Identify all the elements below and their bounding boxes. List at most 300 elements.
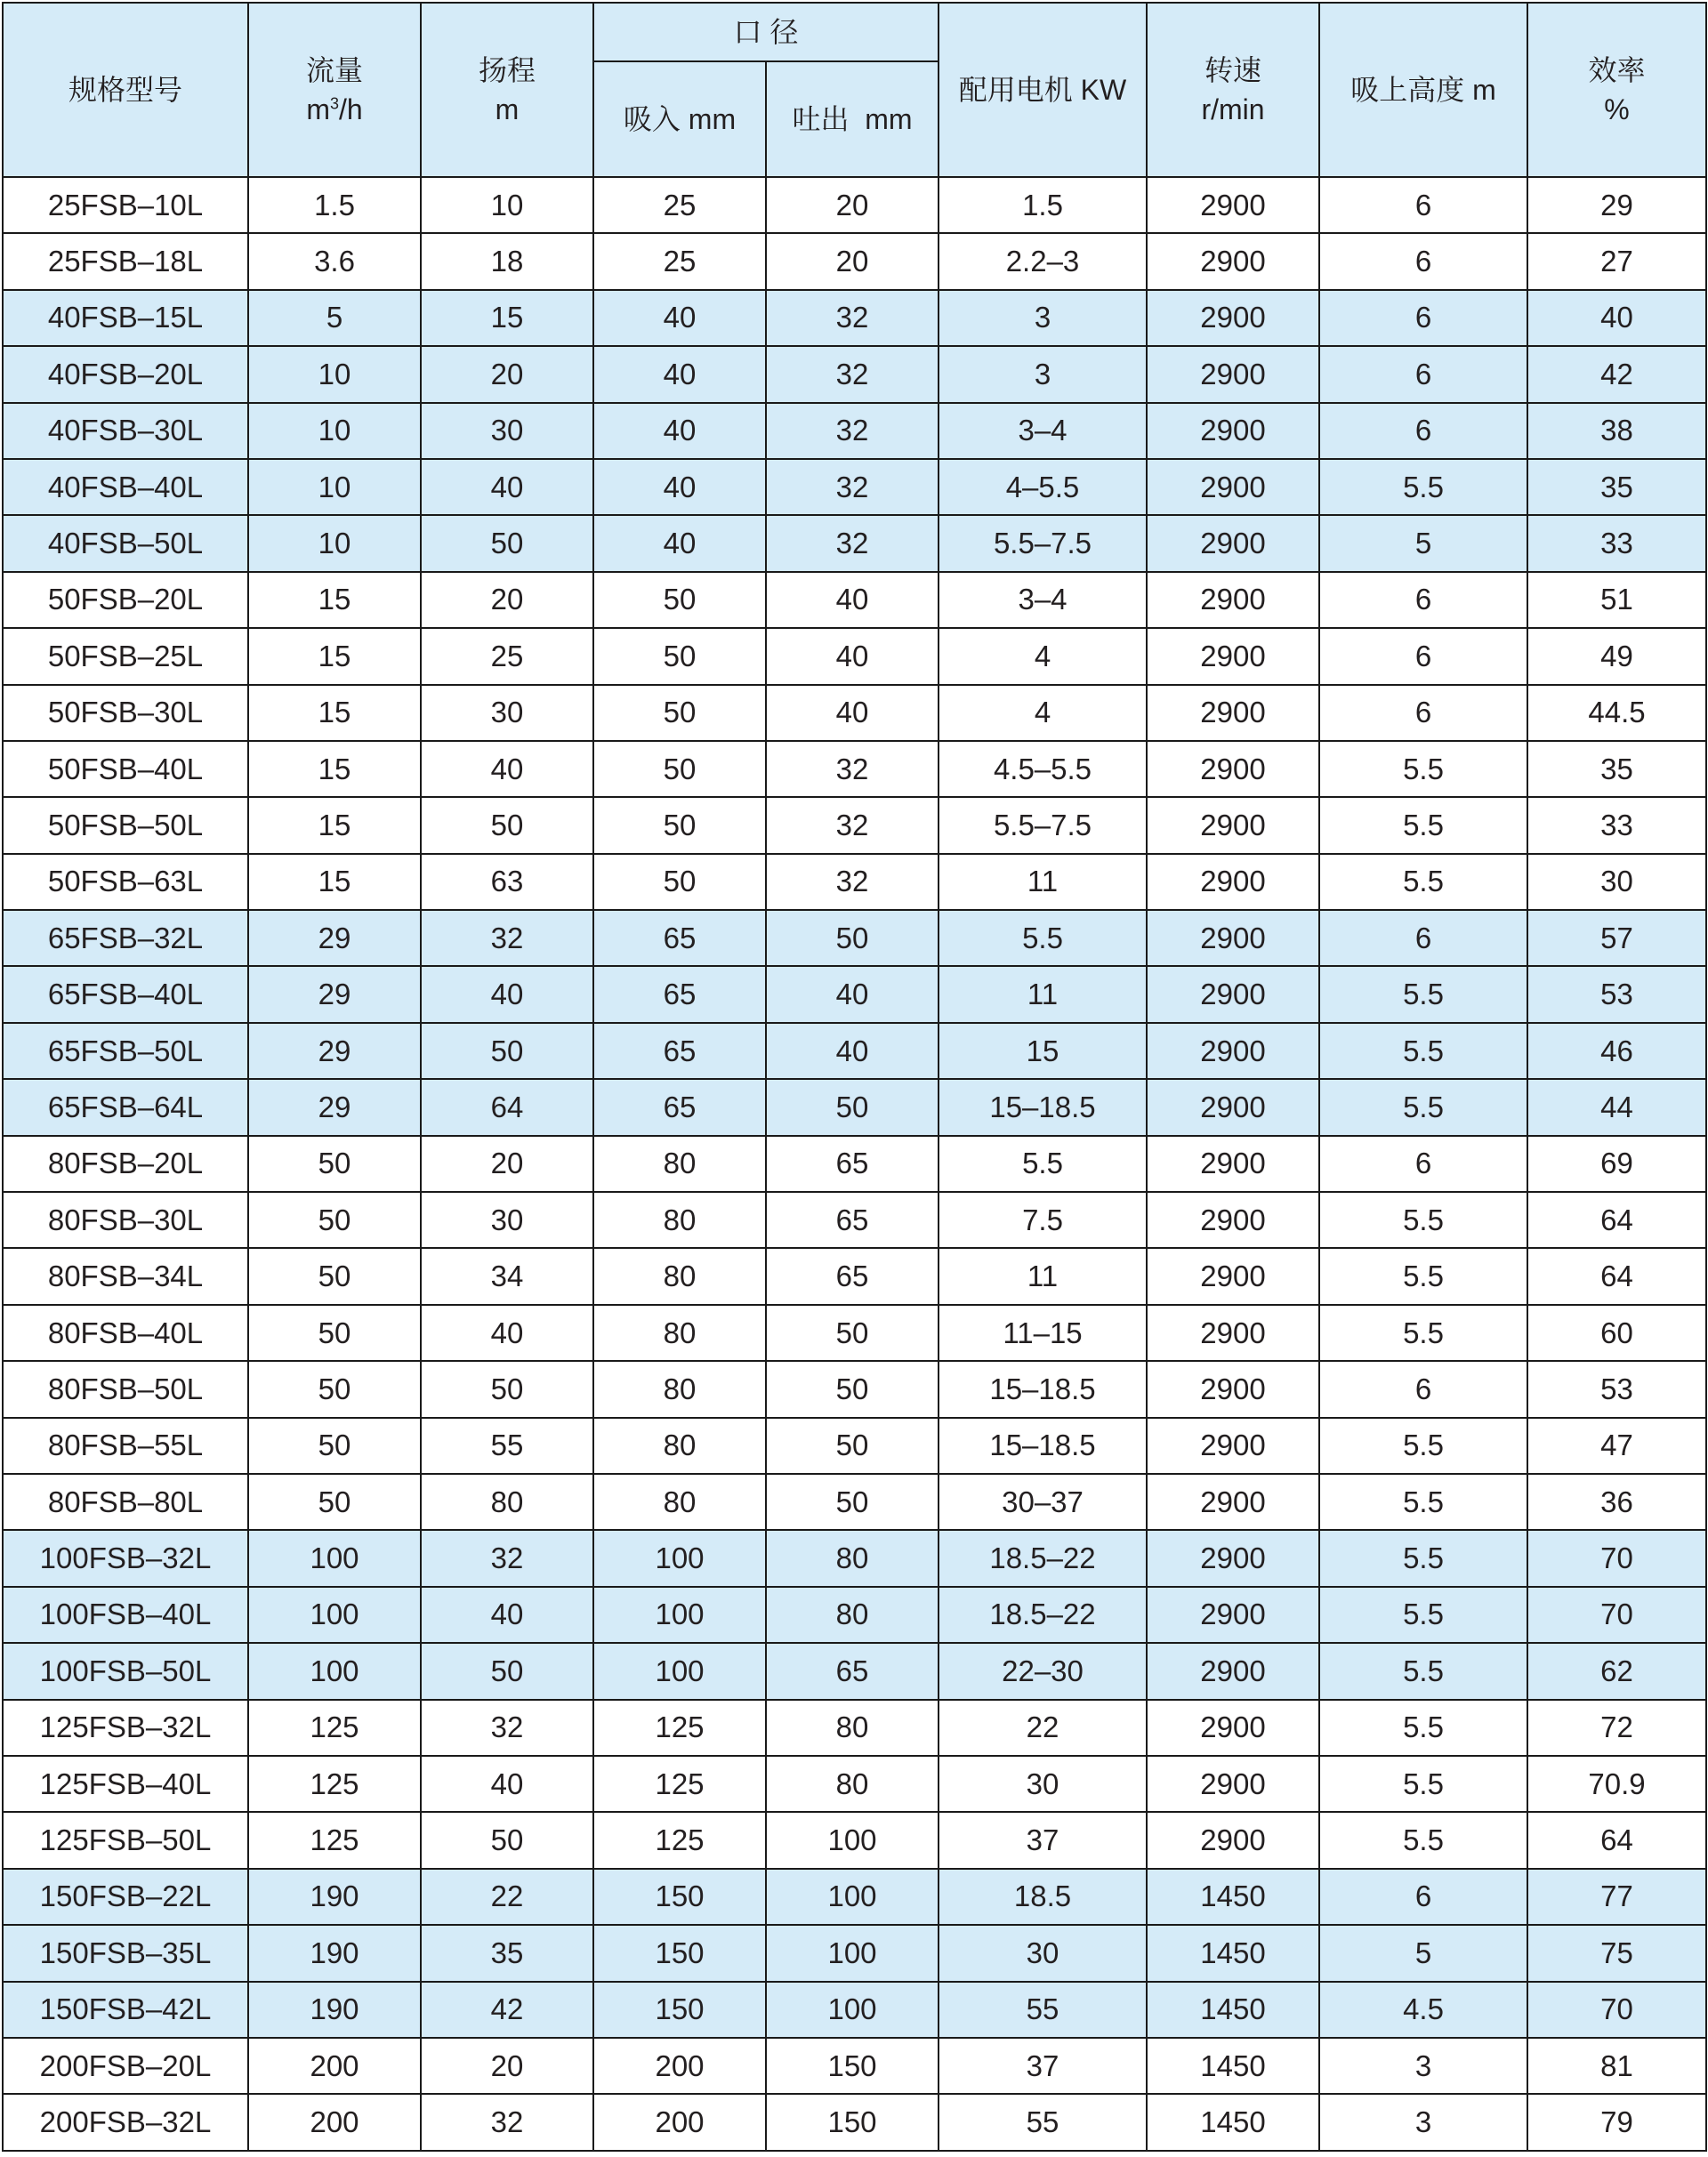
- cell-efficiency: 33: [1527, 797, 1706, 853]
- cell-model: 150FSB–42L: [3, 1982, 248, 2038]
- cell-speed: 2900: [1147, 1361, 1319, 1417]
- cell-flow: 29: [248, 1079, 421, 1135]
- cell-suction: 5.5: [1319, 1700, 1527, 1756]
- cell-outlet: 32: [766, 459, 939, 515]
- cell-head: 15: [421, 290, 593, 346]
- cell-speed: 2900: [1147, 572, 1319, 628]
- cell-inlet: 65: [593, 966, 766, 1022]
- table-row: [3, 1812, 1706, 1868]
- cell-flow: 15: [248, 572, 421, 628]
- cell-model: 150FSB–35L: [3, 1925, 248, 1981]
- cell-outlet: 65: [766, 1643, 939, 1699]
- cell-efficiency: 60: [1527, 1305, 1706, 1361]
- header-head: 扬程 m: [421, 3, 593, 177]
- cell-outlet: 65: [766, 1192, 939, 1248]
- cell-motor: 3: [939, 346, 1147, 402]
- cell-speed: 2900: [1147, 741, 1319, 797]
- cell-efficiency: 53: [1527, 966, 1706, 1022]
- cell-efficiency: 42: [1527, 346, 1706, 402]
- cell-model: 40FSB–40L: [3, 459, 248, 515]
- cell-flow: 50: [248, 1418, 421, 1474]
- cell-flow: 15: [248, 854, 421, 910]
- cell-motor: 22: [939, 1700, 1147, 1756]
- cell-efficiency: 81: [1527, 2038, 1706, 2094]
- cell-model: 80FSB–30L: [3, 1192, 248, 1248]
- cell-motor: 11–15: [939, 1305, 1147, 1361]
- cell-inlet: 200: [593, 2038, 766, 2094]
- cell-model: 125FSB–50L: [3, 1812, 248, 1868]
- cell-model: 50FSB–40L: [3, 741, 248, 797]
- cell-model: 40FSB–20L: [3, 346, 248, 402]
- cell-flow: 200: [248, 2094, 421, 2150]
- cell-suction: 6: [1319, 233, 1527, 289]
- cell-motor: 11: [939, 1248, 1147, 1304]
- cell-model: 65FSB–50L: [3, 1023, 248, 1079]
- table-row: [3, 685, 1706, 741]
- cell-head: 18: [421, 233, 593, 289]
- cell-inlet: 40: [593, 515, 766, 571]
- cell-head: 10: [421, 177, 593, 233]
- cell-outlet: 50: [766, 1079, 939, 1135]
- cell-flow: 100: [248, 1587, 421, 1643]
- cell-flow: 15: [248, 685, 421, 741]
- cell-inlet: 50: [593, 628, 766, 684]
- cell-speed: 2900: [1147, 1079, 1319, 1135]
- cell-head: 50: [421, 1812, 593, 1868]
- cell-head: 30: [421, 685, 593, 741]
- cell-inlet: 50: [593, 854, 766, 910]
- cell-outlet: 32: [766, 346, 939, 402]
- cell-suction: 5.5: [1319, 1812, 1527, 1868]
- cell-motor: 3–4: [939, 572, 1147, 628]
- cell-head: 80: [421, 1474, 593, 1530]
- cell-flow: 50: [248, 1305, 421, 1361]
- cell-head: 32: [421, 1700, 593, 1756]
- cell-speed: 2900: [1147, 1305, 1319, 1361]
- table-row: [3, 1756, 1706, 1812]
- cell-motor: 7.5: [939, 1192, 1147, 1248]
- cell-model: 80FSB–55L: [3, 1418, 248, 1474]
- cell-outlet: 50: [766, 1361, 939, 1417]
- cell-model: 100FSB–40L: [3, 1587, 248, 1643]
- cell-suction: 3: [1319, 2094, 1527, 2150]
- cell-outlet: 100: [766, 1812, 939, 1868]
- table-row: [3, 346, 1706, 402]
- cell-efficiency: 38: [1527, 403, 1706, 459]
- cell-flow: 100: [248, 1643, 421, 1699]
- cell-efficiency: 51: [1527, 572, 1706, 628]
- cell-motor: 11: [939, 966, 1147, 1022]
- cell-outlet: 80: [766, 1700, 939, 1756]
- cell-outlet: 20: [766, 233, 939, 289]
- cell-efficiency: 46: [1527, 1023, 1706, 1079]
- cell-suction: 5.5: [1319, 1756, 1527, 1812]
- cell-suction: 6: [1319, 910, 1527, 966]
- cell-model: 25FSB–10L: [3, 177, 248, 233]
- cell-head: 64: [421, 1079, 593, 1135]
- cell-model: 125FSB–40L: [3, 1756, 248, 1812]
- table-header: [3, 3, 1706, 177]
- cell-model: 50FSB–30L: [3, 685, 248, 741]
- cell-inlet: 80: [593, 1192, 766, 1248]
- cell-model: 150FSB–22L: [3, 1869, 248, 1925]
- cell-motor: 11: [939, 854, 1147, 910]
- cell-inlet: 65: [593, 1079, 766, 1135]
- cell-inlet: 150: [593, 1869, 766, 1925]
- cell-outlet: 32: [766, 403, 939, 459]
- cell-suction: 3: [1319, 2038, 1527, 2094]
- cell-model: 65FSB–32L: [3, 910, 248, 966]
- cell-head: 50: [421, 797, 593, 853]
- cell-inlet: 100: [593, 1643, 766, 1699]
- cell-suction: 5.5: [1319, 1474, 1527, 1530]
- cell-efficiency: 64: [1527, 1248, 1706, 1304]
- cell-efficiency: 35: [1527, 459, 1706, 515]
- cell-efficiency: 77: [1527, 1869, 1706, 1925]
- table-row: [3, 233, 1706, 289]
- cell-suction: 5.5: [1319, 1248, 1527, 1304]
- cell-flow: 5: [248, 290, 421, 346]
- cell-efficiency: 35: [1527, 741, 1706, 797]
- table-row: [3, 1925, 1706, 1981]
- table-row: [3, 515, 1706, 571]
- cell-speed: 2900: [1147, 910, 1319, 966]
- cell-head: 40: [421, 966, 593, 1022]
- cell-model: 40FSB–30L: [3, 403, 248, 459]
- table-row: [3, 572, 1706, 628]
- cell-efficiency: 64: [1527, 1812, 1706, 1868]
- cell-efficiency: 53: [1527, 1361, 1706, 1417]
- cell-motor: 5.5–7.5: [939, 515, 1147, 571]
- cell-efficiency: 75: [1527, 1925, 1706, 1981]
- cell-outlet: 32: [766, 290, 939, 346]
- cell-speed: 2900: [1147, 1587, 1319, 1643]
- cell-speed: 2900: [1147, 1700, 1319, 1756]
- cell-speed: 2900: [1147, 346, 1319, 402]
- cell-suction: 5.5: [1319, 1643, 1527, 1699]
- cell-motor: 55: [939, 2094, 1147, 2150]
- cell-flow: 100: [248, 1530, 421, 1586]
- cell-efficiency: 57: [1527, 910, 1706, 966]
- cell-efficiency: 44.5: [1527, 685, 1706, 741]
- cell-efficiency: 69: [1527, 1136, 1706, 1192]
- cell-suction: 5.5: [1319, 1023, 1527, 1079]
- cell-efficiency: 27: [1527, 233, 1706, 289]
- cell-suction: 6: [1319, 1869, 1527, 1925]
- cell-speed: 2900: [1147, 1136, 1319, 1192]
- cell-efficiency: 44: [1527, 1079, 1706, 1135]
- table-row: [3, 797, 1706, 853]
- cell-suction: 5: [1319, 515, 1527, 571]
- table-row: [3, 1643, 1706, 1699]
- cell-model: 80FSB–34L: [3, 1248, 248, 1304]
- cell-speed: 2900: [1147, 854, 1319, 910]
- cell-motor: 15–18.5: [939, 1361, 1147, 1417]
- pump-spec-table: [2, 2, 1707, 2152]
- cell-efficiency: 70: [1527, 1587, 1706, 1643]
- cell-motor: 18.5: [939, 1869, 1147, 1925]
- cell-speed: 2900: [1147, 1812, 1319, 1868]
- cell-flow: 50: [248, 1361, 421, 1417]
- cell-suction: 4.5: [1319, 1982, 1527, 2038]
- cell-speed: 2900: [1147, 177, 1319, 233]
- cell-suction: 6: [1319, 1361, 1527, 1417]
- cell-model: 200FSB–20L: [3, 2038, 248, 2094]
- cell-suction: 5.5: [1319, 797, 1527, 853]
- table-row: [3, 290, 1706, 346]
- cell-speed: 2900: [1147, 797, 1319, 853]
- cell-speed: 2900: [1147, 628, 1319, 684]
- cell-flow: 3.6: [248, 233, 421, 289]
- cell-motor: 22–30: [939, 1643, 1147, 1699]
- cell-efficiency: 36: [1527, 1474, 1706, 1530]
- cell-model: 80FSB–40L: [3, 1305, 248, 1361]
- cell-flow: 50: [248, 1248, 421, 1304]
- cell-model: 80FSB–20L: [3, 1136, 248, 1192]
- cell-suction: 5.5: [1319, 966, 1527, 1022]
- cell-model: 50FSB–25L: [3, 628, 248, 684]
- cell-inlet: 125: [593, 1700, 766, 1756]
- cell-flow: 125: [248, 1756, 421, 1812]
- cell-inlet: 40: [593, 346, 766, 402]
- cell-inlet: 125: [593, 1756, 766, 1812]
- table-row: [3, 1474, 1706, 1530]
- table-row: [3, 628, 1706, 684]
- cell-outlet: 40: [766, 628, 939, 684]
- cell-flow: 15: [248, 741, 421, 797]
- cell-efficiency: 49: [1527, 628, 1706, 684]
- cell-flow: 29: [248, 1023, 421, 1079]
- cell-head: 34: [421, 1248, 593, 1304]
- cell-motor: 30: [939, 1925, 1147, 1981]
- cell-outlet: 80: [766, 1530, 939, 1586]
- cell-head: 20: [421, 1136, 593, 1192]
- cell-speed: 2900: [1147, 685, 1319, 741]
- cell-inlet: 25: [593, 233, 766, 289]
- cell-flow: 15: [248, 797, 421, 853]
- cell-model: 50FSB–20L: [3, 572, 248, 628]
- cell-inlet: 40: [593, 459, 766, 515]
- cell-flow: 125: [248, 1700, 421, 1756]
- cell-flow: 190: [248, 1982, 421, 2038]
- cell-suction: 5: [1319, 1925, 1527, 1981]
- cell-speed: 1450: [1147, 1925, 1319, 1981]
- cell-efficiency: 70: [1527, 1530, 1706, 1586]
- cell-flow: 10: [248, 346, 421, 402]
- cell-outlet: 100: [766, 1982, 939, 2038]
- cell-speed: 2900: [1147, 459, 1319, 515]
- cell-head: 30: [421, 1192, 593, 1248]
- cell-model: 80FSB–80L: [3, 1474, 248, 1530]
- cell-head: 20: [421, 2038, 593, 2094]
- cell-flow: 10: [248, 459, 421, 515]
- cell-speed: 2900: [1147, 966, 1319, 1022]
- cell-head: 40: [421, 1587, 593, 1643]
- cell-speed: 1450: [1147, 1869, 1319, 1925]
- cell-inlet: 200: [593, 2094, 766, 2150]
- cell-inlet: 150: [593, 1982, 766, 2038]
- cell-outlet: 50: [766, 1474, 939, 1530]
- cell-flow: 190: [248, 1925, 421, 1981]
- cell-inlet: 65: [593, 1023, 766, 1079]
- header-efficiency: 效率 %: [1527, 3, 1706, 177]
- cell-motor: 5.5–7.5: [939, 797, 1147, 853]
- cell-outlet: 32: [766, 797, 939, 853]
- cell-outlet: 40: [766, 572, 939, 628]
- cell-model: 80FSB–50L: [3, 1361, 248, 1417]
- cell-speed: 2900: [1147, 1023, 1319, 1079]
- cell-model: 65FSB–64L: [3, 1079, 248, 1135]
- cell-motor: 18.5–22: [939, 1587, 1147, 1643]
- cell-head: 32: [421, 2094, 593, 2150]
- table-row: [3, 1869, 1706, 1925]
- cell-inlet: 50: [593, 797, 766, 853]
- cell-speed: 2900: [1147, 1530, 1319, 1586]
- cell-head: 25: [421, 628, 593, 684]
- cell-suction: 6: [1319, 572, 1527, 628]
- cell-efficiency: 30: [1527, 854, 1706, 910]
- cell-motor: 4.5–5.5: [939, 741, 1147, 797]
- cell-outlet: 50: [766, 910, 939, 966]
- cell-motor: 30–37: [939, 1474, 1147, 1530]
- cell-head: 50: [421, 1361, 593, 1417]
- cell-head: 32: [421, 1530, 593, 1586]
- cell-outlet: 32: [766, 854, 939, 910]
- cell-head: 40: [421, 1305, 593, 1361]
- cell-head: 50: [421, 1643, 593, 1699]
- table-row: [3, 177, 1706, 233]
- cell-speed: 2900: [1147, 1756, 1319, 1812]
- cell-suction: 6: [1319, 685, 1527, 741]
- cell-flow: 50: [248, 1474, 421, 1530]
- cell-flow: 190: [248, 1869, 421, 1925]
- cell-efficiency: 33: [1527, 515, 1706, 571]
- cell-head: 35: [421, 1925, 593, 1981]
- cell-efficiency: 64: [1527, 1192, 1706, 1248]
- cell-flow: 10: [248, 403, 421, 459]
- cell-outlet: 32: [766, 515, 939, 571]
- cell-inlet: 80: [593, 1305, 766, 1361]
- cell-model: 125FSB–32L: [3, 1700, 248, 1756]
- cell-speed: 1450: [1147, 2094, 1319, 2150]
- cell-efficiency: 29: [1527, 177, 1706, 233]
- cell-head: 55: [421, 1418, 593, 1474]
- cell-inlet: 100: [593, 1587, 766, 1643]
- cell-suction: 5.5: [1319, 1530, 1527, 1586]
- header-suction: 吸上高度 m: [1319, 3, 1527, 177]
- cell-model: 100FSB–32L: [3, 1530, 248, 1586]
- cell-inlet: 80: [593, 1361, 766, 1417]
- cell-suction: 5.5: [1319, 854, 1527, 910]
- cell-motor: 15–18.5: [939, 1079, 1147, 1135]
- table-row: [3, 1136, 1706, 1192]
- cell-outlet: 50: [766, 1418, 939, 1474]
- cell-suction: 5.5: [1319, 1192, 1527, 1248]
- cell-inlet: 80: [593, 1474, 766, 1530]
- cell-efficiency: 40: [1527, 290, 1706, 346]
- table-row: [3, 1079, 1706, 1135]
- table-row: [3, 1305, 1706, 1361]
- table-row: [3, 1530, 1706, 1586]
- cell-head: 42: [421, 1982, 593, 2038]
- cell-outlet: 80: [766, 1756, 939, 1812]
- cell-head: 40: [421, 741, 593, 797]
- cell-flow: 29: [248, 910, 421, 966]
- cell-inlet: 50: [593, 741, 766, 797]
- cell-motor: 15–18.5: [939, 1418, 1147, 1474]
- cell-outlet: 40: [766, 1023, 939, 1079]
- header-model: 规格型号: [3, 3, 248, 177]
- cell-outlet: 100: [766, 1925, 939, 1981]
- table-row: [3, 854, 1706, 910]
- cell-suction: 5.5: [1319, 1587, 1527, 1643]
- cell-flow: 10: [248, 515, 421, 571]
- cell-efficiency: 47: [1527, 1418, 1706, 1474]
- table-row: [3, 1587, 1706, 1643]
- cell-motor: 37: [939, 2038, 1147, 2094]
- table-body: [3, 177, 1706, 2151]
- cell-head: 32: [421, 910, 593, 966]
- cell-model: 25FSB–18L: [3, 233, 248, 289]
- table-row: [3, 1248, 1706, 1304]
- cell-motor: 55: [939, 1982, 1147, 2038]
- cell-head: 40: [421, 1756, 593, 1812]
- table-row: [3, 741, 1706, 797]
- cell-inlet: 50: [593, 685, 766, 741]
- cell-outlet: 150: [766, 2038, 939, 2094]
- cell-outlet: 32: [766, 741, 939, 797]
- cell-motor: 30: [939, 1756, 1147, 1812]
- cell-model: 200FSB–32L: [3, 2094, 248, 2150]
- table-row: [3, 966, 1706, 1022]
- cell-flow: 200: [248, 2038, 421, 2094]
- header-outlet: 吐出 mm: [766, 61, 939, 177]
- cell-outlet: 65: [766, 1136, 939, 1192]
- header-speed: 转速 r/min: [1147, 3, 1319, 177]
- cell-outlet: 40: [766, 685, 939, 741]
- cell-inlet: 80: [593, 1418, 766, 1474]
- cell-motor: 3–4: [939, 403, 1147, 459]
- header-motor: 配用电机 KW: [939, 3, 1147, 177]
- cell-head: 30: [421, 403, 593, 459]
- cell-inlet: 65: [593, 910, 766, 966]
- cell-motor: 18.5–22: [939, 1530, 1147, 1586]
- table-row: [3, 1418, 1706, 1474]
- cell-inlet: 100: [593, 1530, 766, 1586]
- cell-efficiency: 72: [1527, 1700, 1706, 1756]
- cell-efficiency: 62: [1527, 1643, 1706, 1699]
- cell-outlet: 65: [766, 1248, 939, 1304]
- cell-efficiency: 70.9: [1527, 1756, 1706, 1812]
- cell-flow: 29: [248, 966, 421, 1022]
- cell-flow: 15: [248, 628, 421, 684]
- cell-suction: 6: [1319, 403, 1527, 459]
- header-flow: 流量 $m^3/h$: [248, 3, 421, 177]
- cell-suction: 5.5: [1319, 1079, 1527, 1135]
- cell-speed: 2900: [1147, 1418, 1319, 1474]
- table-row: [3, 910, 1706, 966]
- table-row: [3, 1192, 1706, 1248]
- cell-outlet: 80: [766, 1587, 939, 1643]
- cell-head: 50: [421, 1023, 593, 1079]
- cell-suction: 5.5: [1319, 459, 1527, 515]
- cell-speed: 2900: [1147, 233, 1319, 289]
- cell-outlet: 100: [766, 1869, 939, 1925]
- cell-speed: 2900: [1147, 1474, 1319, 1530]
- cell-outlet: 40: [766, 966, 939, 1022]
- table-row: [3, 1361, 1706, 1417]
- table-row: [3, 2038, 1706, 2094]
